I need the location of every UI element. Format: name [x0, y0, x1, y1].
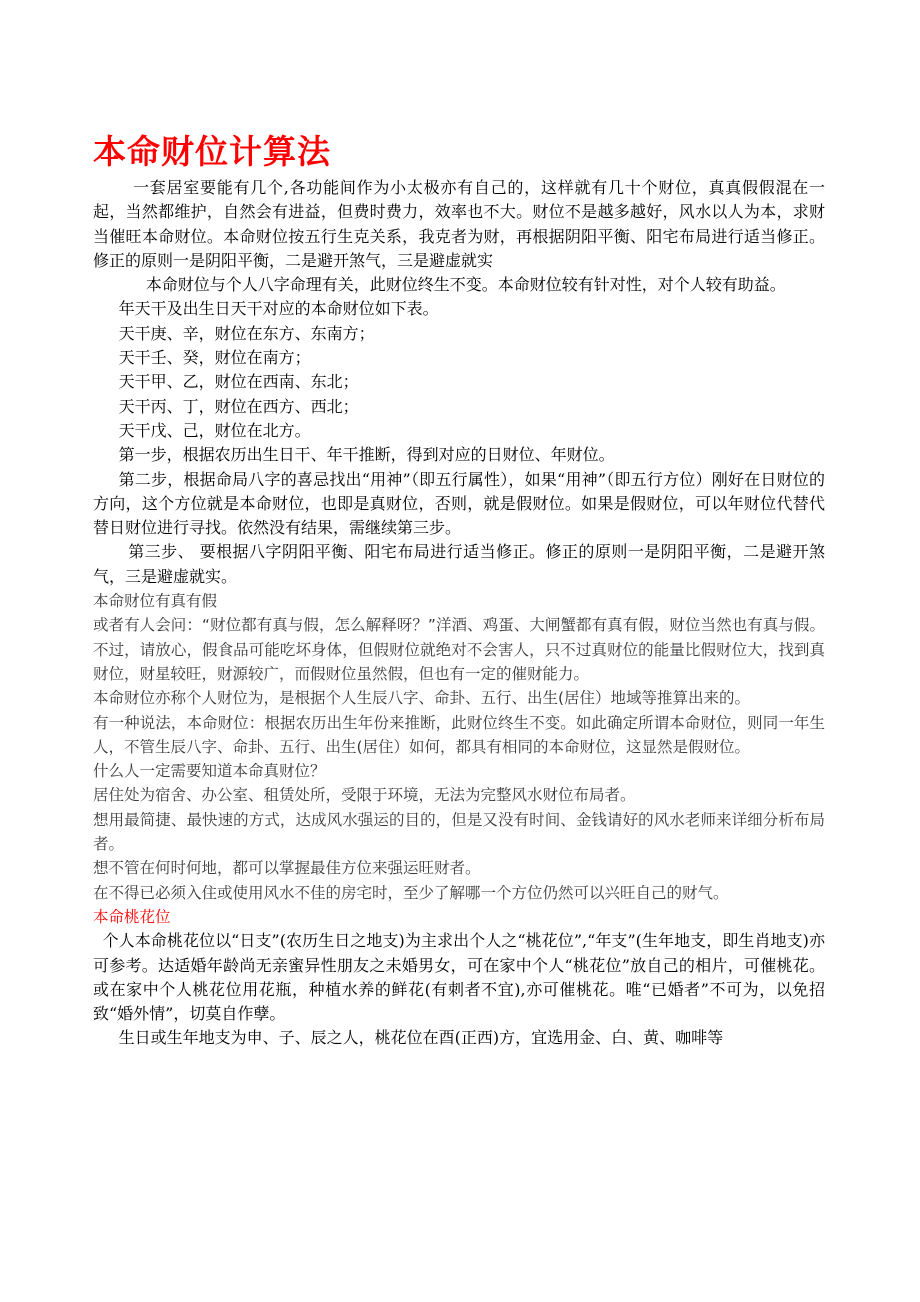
- step-one: 第一步，根据农历出生日干、年干推断，得到对应的日财位、年财位。: [118, 445, 615, 465]
- paragraph-bazi: 本命财位与个人八字命理有关，此财位终生不变。本命财位较有针对性，对个人较有助益。: [145, 275, 786, 295]
- list-item-geng-xin: 天干庚、辛，财位在东方、东南方；: [118, 323, 375, 343]
- paragraph-shen-zi-chen: 生日或生年地支为申、子、辰之人，桃花位在酉(正西)方，宜选用金、白、黄、咖啡等: [118, 1028, 724, 1048]
- list-item-bing-ding: 天干丙、丁，财位在西方、西北；: [118, 396, 359, 416]
- paragraph-question: 或者有人会问：“财位都有真与假，怎么解释呀？”洋酒、鸡蛋、大闸蟹都有真有假，财位当然也有真与假。不过，请放心，假食品可能吃坏身体，但假财位就绝对不会害人，只不过真财位的能量比假财位大，找到真财位，财星较旺，财源较广，而假财位虽然假，但也有一定的催财能力。: [93, 616, 825, 683]
- paragraph-table-intro: 年天干及出生日天干对应的本命财位如下表。: [118, 299, 439, 319]
- step-three: 第三步、 要根据八字阴阳平衡、阳宅布局进行适当修正。修正的原则一是阴阳平衡，二是避开煞气，三是避虚就实。: [93, 542, 825, 586]
- list-item-anytime: 想不管在何时何地，都可以掌握最佳方位来强运旺财者。: [93, 859, 481, 878]
- list-item-bad-house: 在不得已必须入住或使用风水不佳的房宅时，至少了解哪一个方位仍然可以兴旺自己的财气。: [93, 883, 729, 902]
- list-item-fastest: 想用最简捷、最快速的方式，达成风水强运的目的，但是又没有时间、金钱请好的风水老师来详细分析布局者。: [93, 810, 825, 854]
- paragraph-opinion: 有一种说法，本命财位：根据农历出生年份来推断，此财位终生不变。如此确定所谓本命财位，则同一年生人，不管生辰八字、命卦、五行、出生(居住）如何，都具有相同的本命财位，这显然是假财位。: [93, 713, 825, 756]
- step-two: 第二步，根据命局八字的喜忌找出“用神”（即五行属性），如果“用神”（即五行方位）刚好在日财位的方向，这个方位就是本命财位，也即是真财位，否则，就是假财位。如果是假财位，可以年财位代替代替日财位进行寻找。依然没有结果，需继续第三步。: [93, 469, 825, 538]
- list-item-ren-gui: 天干壬、癸，财位在南方；: [118, 348, 311, 368]
- list-item-wu-ji: 天干戊、己，财位在北方。: [118, 420, 311, 440]
- document-page: [93, 128, 825, 1051]
- section-heading-who-needs: 什么人一定需要知道本命真财位？: [93, 762, 326, 781]
- paragraph-definition: 本命财位亦称个人财位为，是根据个人生辰八字、命卦、五行、出生(居住）地域等推算出来的。: [93, 689, 751, 708]
- paragraph-peach-blossom: 个人本命桃花位以“日支”(农历生日之地支)为主求出个人之“桃花位”,“年支”(生年地支，即生肖地支)亦可参考。达适婚年龄尚无亲蜜异性朋友之未婚男女，可在家中个人“桃花位”放自己的相片，可催桃花。或在家中个人桃花位用花瓶，种植水养的鲜花(有刺者不宜),亦可催桃花。唯“已婚者”不可为，以免招致“婚外情”，切莫自作孽。: [93, 931, 825, 1024]
- document-title: 本命财位计算法: [93, 132, 331, 171]
- section-heading-true-false: 本命财位有真有假: [93, 592, 218, 611]
- section-heading-peach-blossom: 本命桃花位: [93, 907, 171, 926]
- paragraph-intro: 一套居室要能有几个,各功能间作为小太极亦有自己的，这样就有几十个财位，真真假假混在一起，当然都维护，自然会有进益，但费时费力，效率也不大。财位不是越多越好，风水以人为本，求财当催旺本命财位。本命财位按五行生克关系，我克者为财，再根据阴阳平衡、阳宅布局进行适当修正。修正的原则一是阴阳平衡，二是避开煞气，三是避虚就实: [93, 178, 825, 270]
- list-item-dorm: 居住处为宿舍、办公室、租赁处所，受限于环境，无法为完整风水财位布局者。: [93, 786, 636, 805]
- list-item-jia-yi: 天干甲、乙，财位在西南、东北；: [118, 372, 359, 392]
